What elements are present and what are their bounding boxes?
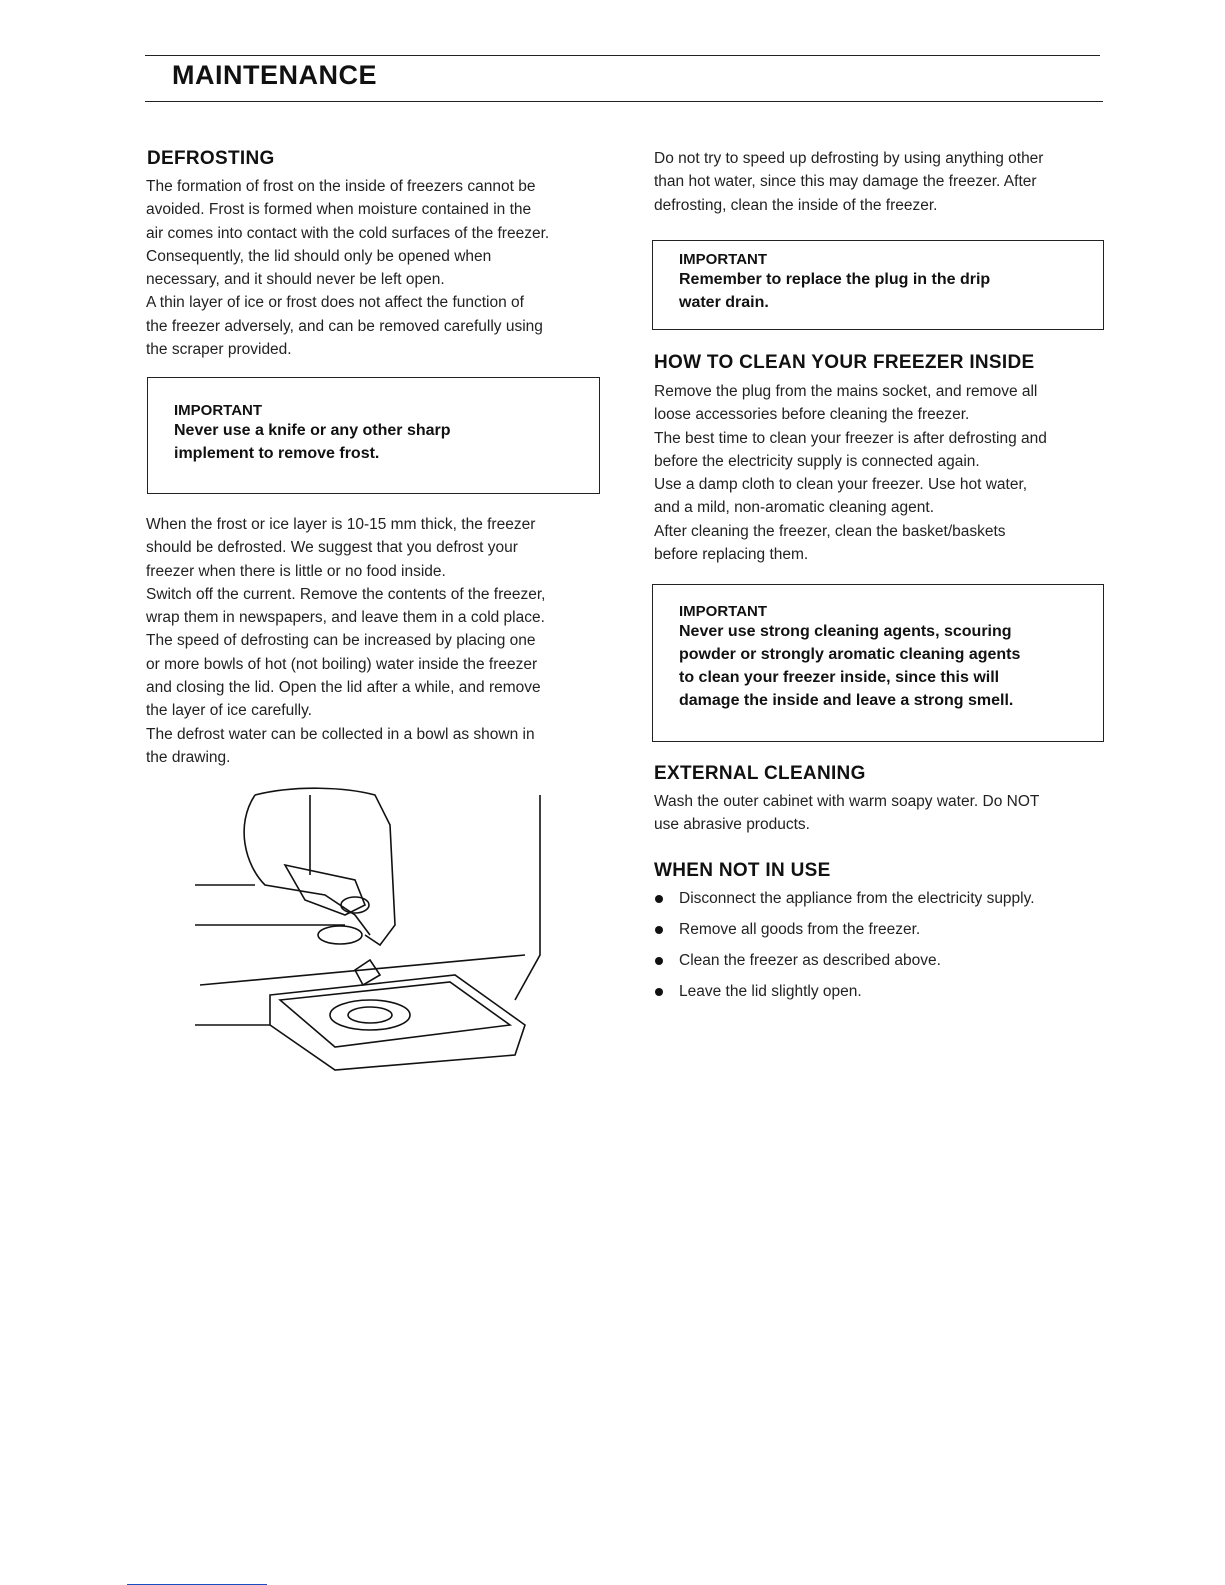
important-text [679,620,1020,712]
text-line: The speed of defrosting can be increased by placing one [146,632,536,650]
defrosting-body [146,513,545,769]
text-line: The defrost water can be collected in a bowl as shown in [146,725,535,743]
text-line: defrosting, clean the inside of the freezer. [654,196,938,214]
list-item [655,983,862,1001]
bullet-icon [655,895,663,903]
text-line: before the electricity supply is connected again. [654,452,980,470]
text-line: damage the inside and leave a strong smell. [679,692,1014,709]
text-line: before replacing them. [654,546,809,564]
important-box-drain-plug [652,240,1104,330]
clean-inside-heading: HOW TO CLEAN YOUR FREEZER INSIDE [654,352,1035,373]
list-item [655,921,920,939]
important-text [679,268,990,314]
text-line: Use a damp cloth to clean your freezer. Use hot water, [654,476,1028,494]
bullet-icon [655,988,663,996]
text-line: freezer when there is little or no food inside. [146,562,446,580]
text-line: When the frost or ice layer is 10-15 mm thick, the freezer [146,516,536,533]
text-line: necessary, and it should never be left open. [146,271,445,289]
text-line: the layer of ice carefully. [146,702,312,720]
defrosting-intro [146,175,549,361]
text-line: the freezer adversely, and can be removed carefully using [146,317,543,335]
list-item-text: Leave the lid slightly open. [679,983,862,1000]
list-item-text: Remove all goods from the freezer. [679,921,921,938]
important-label: IMPORTANT [679,603,768,620]
clean-inside-body [654,380,1047,566]
text-line: or more bowls of hot (not boiling) water inside the freezer [146,655,538,673]
text-line: A thin layer of ice or frost does not affect the function of [146,294,524,312]
text-line: should be defrosted. We suggest that you defrost your [146,539,518,557]
text-line: Do not try to speed up defrosting by using anything other [654,150,1044,167]
text-line: Never use a knife or any other sharp [174,422,451,439]
text-line: and closing the lid. Open the lid after a while, and remove [146,679,541,697]
text-line: Remember to replace the plug in the drip [679,271,991,288]
text-line: Remove the plug from the mains socket, and remove all [654,383,1038,400]
text-line: air comes into contact with the cold surfaces of the freezer. [146,224,550,242]
important-text [174,419,451,465]
text-line: to clean your freezer inside, since this will [679,669,1000,686]
text-line: implement to remove frost. [174,445,380,462]
list-item [655,952,941,970]
text-line: loose accessories before cleaning the freezer. [654,406,970,424]
defrosting-heading: DEFROSTING [147,148,275,169]
text-line: the scraper provided. [146,341,292,359]
text-line: The best time to clean your freezer is after defrosting and [654,429,1047,447]
defrost-warning-text [654,147,1043,217]
text-line: After cleaning the freezer, clean the basket/baskets [654,522,1006,540]
not-in-use-heading: WHEN NOT IN USE [654,860,831,881]
bullet-icon [655,957,663,965]
header-bottom-rule [145,101,1103,102]
important-box-cleaning-agents [652,584,1104,742]
text-line: the drawing. [146,748,231,766]
list-item [655,890,1035,908]
text-line: Wash the outer cabinet with warm soapy water. Do NOT [654,793,1040,810]
text-line: The formation of frost on the inside of freezers cannot be [146,178,536,195]
important-label: IMPORTANT [679,251,768,268]
text-line: and a mild, non-aromatic cleaning agent. [654,499,935,517]
text-line: powder or strongly aromatic cleaning agents [679,646,1021,663]
important-box-knife [147,377,600,494]
text-line: Never use strong cleaning agents, scouring [679,623,1012,640]
text-line: than hot water, since this may damage the freezer. After [654,173,1037,191]
text-line: water drain. [679,294,769,311]
list-item-text: Clean the freezer as described above. [679,952,941,969]
header-top-rule [145,55,1100,56]
text-line: use abrasive products. [654,816,810,834]
external-cleaning-heading: EXTERNAL CLEANING [654,763,866,784]
text-line: avoided. Frost is formed when moisture contained in the [146,201,532,219]
external-cleaning-body [654,790,1039,837]
text-line: Switch off the current. Remove the contents of the freezer, [146,585,546,603]
defrost-drawing [195,785,545,1075]
list-item-text: Disconnect the appliance from the electricity supply. [679,890,1035,907]
page-title: MAINTENANCE [172,60,377,90]
text-line: wrap them in newspapers, and leave them in a cold place. [146,609,545,627]
bullet-icon [655,926,663,934]
important-label: IMPORTANT [174,402,263,419]
text-line: Consequently, the lid should only be opened when [146,247,492,265]
